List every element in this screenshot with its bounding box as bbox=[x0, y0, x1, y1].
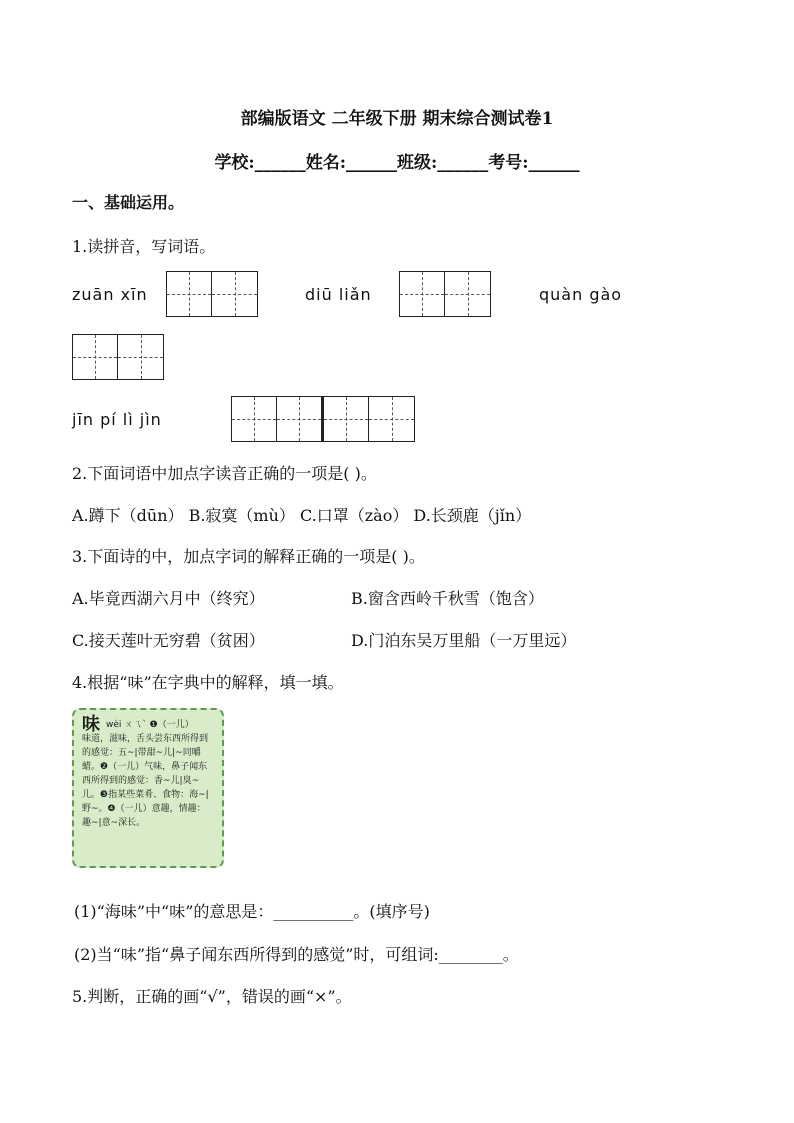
writing-cell[interactable] bbox=[369, 397, 414, 441]
writing-cell[interactable] bbox=[400, 272, 445, 316]
writing-cell[interactable] bbox=[232, 397, 277, 441]
writing-cell[interactable] bbox=[73, 335, 118, 379]
page-title: 部编版语文 二年级下册 期末综合测试卷1 bbox=[240, 109, 554, 129]
writing-cell[interactable] bbox=[324, 397, 369, 441]
writing-cell[interactable] bbox=[212, 272, 257, 316]
question-3-option-a: A.毕竟西湖六月中（终究） bbox=[72, 589, 265, 608]
question-3-option-d: D.门泊东吴万里船（一万里远） bbox=[351, 631, 577, 650]
pinyin-diulian: diū liǎn bbox=[305, 285, 372, 304]
writing-grid-zuanxin[interactable] bbox=[166, 271, 258, 317]
writing-cell[interactable] bbox=[277, 397, 322, 441]
writing-cell[interactable] bbox=[118, 335, 163, 379]
question-3-option-b: B.窗含西岭千秋雪（饱含） bbox=[351, 589, 544, 608]
pinyin-zuanxin: zuān xīn bbox=[72, 285, 148, 304]
dictionary-entry-card bbox=[72, 708, 224, 868]
question-4-sub-2: (2)当“味”指“鼻子闻东西所得到的感觉”时，可组词:________。 bbox=[74, 945, 519, 964]
question-3-option-c: C.接天莲叶无穷碧（贫困） bbox=[72, 631, 265, 650]
dictionary-entry-header bbox=[82, 714, 214, 735]
dictionary-pronunciation: wèi ㄨㄟˋ ❶（一儿） bbox=[106, 720, 194, 730]
question-1-prompt: 1.读拼音，写词语。 bbox=[72, 237, 216, 256]
question-2-prompt: 2.下面词语中加点字读音正确的一项是( )。 bbox=[72, 464, 377, 483]
writing-grid-diulian[interactable] bbox=[399, 271, 491, 317]
student-info-line: 学校:______姓名:______班级:______考号:______ bbox=[214, 153, 580, 173]
writing-grid-quangao[interactable] bbox=[72, 334, 164, 380]
dictionary-definitions: 味道，滋味，舌头尝东西所得到的感觉：五~|带甜~儿|~同嚼蜡。❷（一儿）气味，鼻子闻东西所得到的感觉：香~儿|臭~儿。❸指某些菜肴、食物：海~|野~。❹（一儿）意趣，情趣：趣~|意~深长。 bbox=[82, 734, 209, 828]
section-heading-basics: 一、基础运用。 bbox=[72, 193, 185, 212]
question-5-prompt: 5.判断，正确的画“√”，错误的画“×”。 bbox=[72, 987, 352, 1006]
writing-cell[interactable] bbox=[445, 272, 490, 316]
dictionary-headword: 味 bbox=[82, 714, 100, 735]
question-4-prompt: 4.根据“味”在字典中的解释，填一填。 bbox=[72, 673, 344, 692]
pinyin-quangao: quàn gào bbox=[539, 285, 623, 304]
writing-cell[interactable] bbox=[167, 272, 212, 316]
question-3-prompt: 3.下面诗的中，加点字词的解释正确的一项是( )。 bbox=[72, 547, 425, 566]
pinyin-jinpilijin: jīn pí lì jìn bbox=[72, 410, 162, 429]
question-4-sub-1: (1)“海味”中“味”的意思是：__________。(填序号) bbox=[74, 902, 430, 921]
question-2-options: A.蹲下（dūn） B.寂寞（mù） C.口罩（zào） D.长颈鹿（jǐn） bbox=[72, 506, 532, 525]
writing-grid-jinpilijin[interactable] bbox=[231, 396, 415, 442]
